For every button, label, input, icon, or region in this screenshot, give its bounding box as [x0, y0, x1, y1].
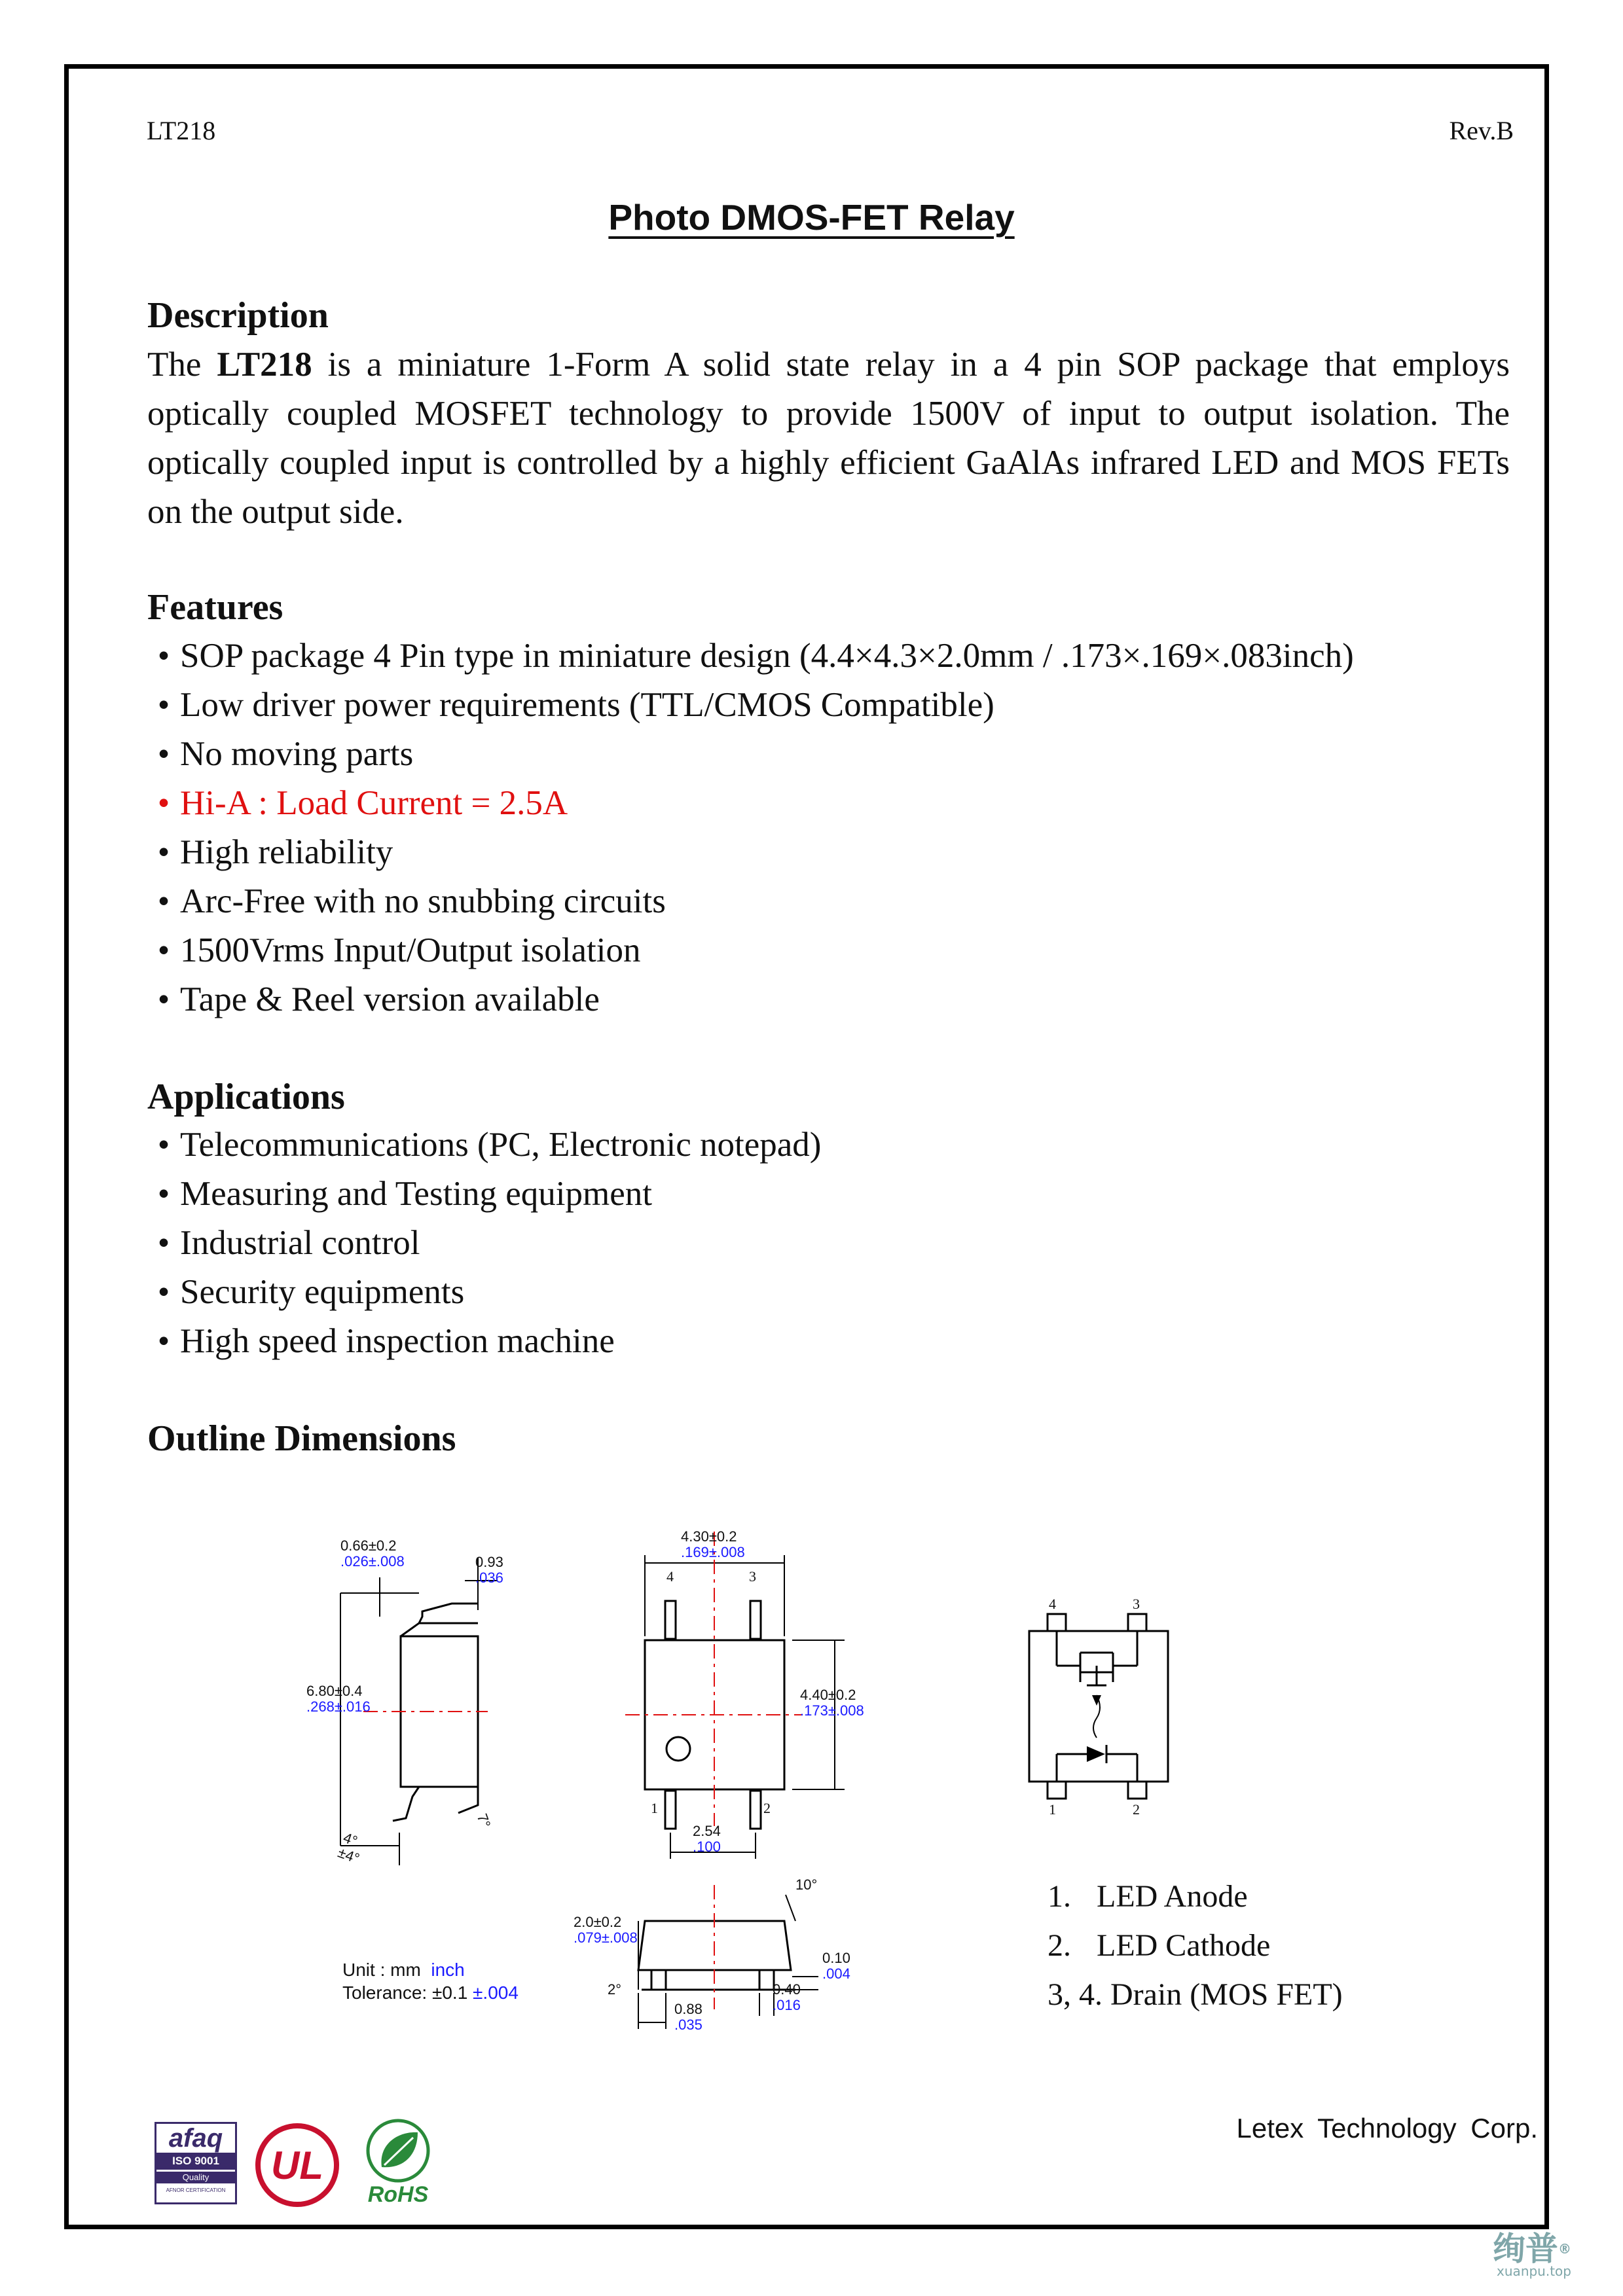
unit-note: Unit : mm inch Tolerance: ±0.1 ±.004 [342, 1960, 519, 2003]
description-heading: Description [147, 295, 329, 336]
list-item: • High speed inspection machine [157, 1322, 615, 1360]
list-item: • No moving parts [157, 735, 414, 773]
list-item: 2. LED Cathode [1048, 1928, 1271, 1963]
list-item: • Arc-Free with no snubbing circuits [157, 882, 666, 920]
bottom-lead [393, 1787, 419, 1821]
top-lead [419, 1604, 478, 1623]
list-item: 1. LED Anode [1048, 1879, 1248, 1914]
features-heading: Features [147, 587, 283, 628]
list-item: • 1500Vrms Input/Output isolation [157, 931, 641, 969]
rohs-logo: RoHS [357, 2118, 439, 2206]
outline-heading: Outline Dimensions [147, 1418, 456, 1459]
ul-logo: UL [255, 2123, 339, 2207]
list-item: • Telecommunications (PC, Electronic notepad) [157, 1126, 822, 1164]
led-diode-icon [1087, 1746, 1105, 1762]
leaf-icon [362, 2118, 434, 2183]
list-item: • Security equipments [157, 1273, 465, 1311]
list-item: • High reliability [157, 833, 393, 871]
part-number: LT218 [147, 116, 216, 145]
revision: Rev.B [1449, 116, 1514, 145]
pin1-marker [666, 1737, 690, 1761]
applications-heading: Applications [147, 1077, 345, 1117]
list-item: • Industrial control [157, 1224, 420, 1262]
list-item: • SOP package 4 Pin type in miniature design (4.4×4.3×2.0mm / .173×.169×.083inch) [157, 637, 1354, 675]
company-name: Letex Technology Corp. [1236, 2113, 1538, 2144]
list-item: 3, 4. Drain (MOS FET) [1048, 1977, 1343, 2012]
part-name-bold: LT218 [217, 346, 312, 384]
watermark: 绚普® xuanpu.top [1493, 2230, 1571, 2279]
list-item: • Tape & Reel version available [157, 980, 600, 1018]
list-item: • Low driver power requirements (TTL/CMOS Compatible) [157, 686, 994, 724]
page-title: Photo DMOS-FET Relay [608, 197, 1015, 238]
afaq-iso-logo: afaq ISO 9001 Quality AFNOR CERTIFICATION [155, 2122, 237, 2204]
description-text: The LT218 is a miniature 1-Form A solid state relay in a 4 pin SOP package that employs optically coupled MOSFET technology to provide 1500V of input to output isolation. The optically coupled input is controlled by a highly efficient GaAlAs infrared LED and MOS FETs on the output side. [147, 346, 1510, 531]
pin-assignment-list [1048, 1872, 1343, 2019]
list-item: • Measuring and Testing equipment [157, 1175, 652, 1213]
list-item-highlight: • Hi-A : Load Current = 2.5A [157, 784, 568, 822]
